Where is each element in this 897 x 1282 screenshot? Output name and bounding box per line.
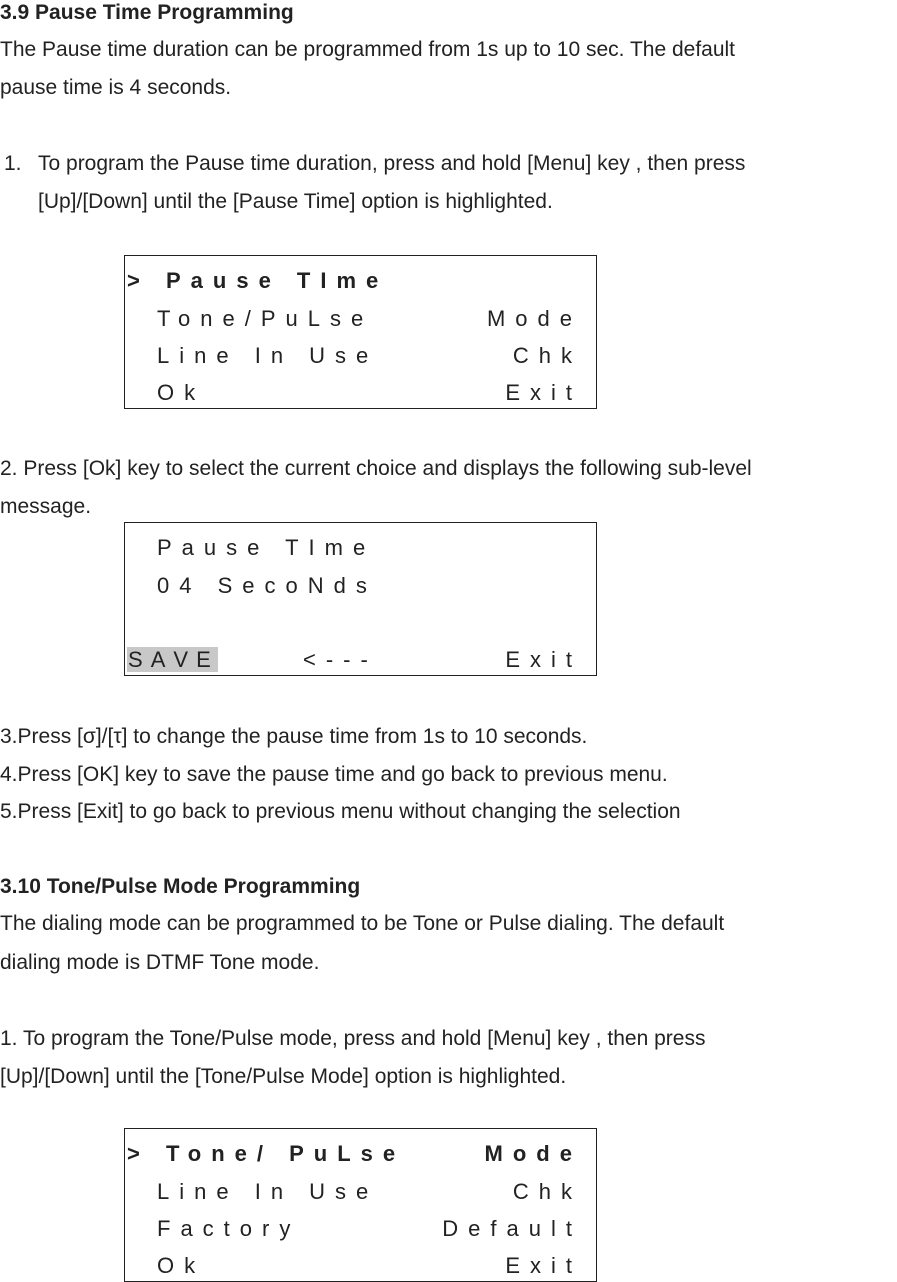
lcd-main-menu-pause xyxy=(124,255,597,409)
lcd-row-factory-default: Default xyxy=(442,1216,582,1241)
lcd-sub-exit: Exit xyxy=(505,647,582,672)
lcd-row-tone-pulse-mode: Mode xyxy=(484,1141,582,1166)
lcd-row-tone-pulse: Tone/PuLse xyxy=(157,306,374,331)
pause-step3: 3.Press [σ]/[τ] to change the pause time from 1s to 10 seconds. xyxy=(0,725,588,748)
tone-intro-line1: The dialing mode can be programmed to be Tone or Pulse dialing. The default xyxy=(0,912,725,935)
pause-intro-line1: The Pause time duration can be programmed from 1s up to 10 sec. The default xyxy=(0,38,736,61)
lcd-pause-time-submenu xyxy=(124,522,597,676)
lcd-cursor: > xyxy=(127,1141,150,1166)
pause-step1-line2: [Up]/[Down] until the [Pause Time] option is highlighted. xyxy=(38,190,553,213)
lcd-row-line-in-use: Line In Use xyxy=(157,1179,379,1204)
pause-step4: 4.Press [OK] key to save the pause time and go back to previous menu. xyxy=(0,763,668,786)
tone-step1-line2: [Up]/[Down] until the [Tone/Pulse Mode] option is highlighted. xyxy=(0,1065,567,1088)
tone-step1-line1: 1. To program the Tone/Pulse mode, press and hold [Menu] key , then press xyxy=(0,1027,706,1050)
lcd-row-ok: Ok xyxy=(157,1253,206,1278)
lcd-row-ok: Ok xyxy=(157,380,206,405)
lcd-row-line-in-use: Line In Use xyxy=(157,343,379,368)
save-letter: S xyxy=(128,647,149,672)
lcd-row-tone-pulse-mode: Mode xyxy=(486,306,582,331)
section-heading-pause-time: 3.9 Pause Time Programming xyxy=(0,1,294,24)
lcd-row-exit: Exit xyxy=(505,380,582,405)
save-letter: E xyxy=(196,647,217,672)
lcd-row-pause-time xyxy=(127,270,388,292)
tone-intro-line2: dialing mode is DTMF Tone mode. xyxy=(0,951,320,974)
pause-intro-line2: pause time is 4 seconds. xyxy=(0,76,232,99)
lcd-back-arrow: <--- xyxy=(303,647,378,672)
lcd-main-menu-tone xyxy=(124,1128,597,1282)
lcd-row-exit: Exit xyxy=(505,1253,582,1278)
lcd-cursor: > xyxy=(127,268,150,293)
pause-step1-line1: To program the Pause time duration, press and hold [Menu] key , then press xyxy=(38,152,746,175)
lcd-row-label: Pause TIme xyxy=(165,268,389,293)
lcd-save-label xyxy=(127,649,218,671)
pause-step2-line1: 2. Press [Ok] key to select the current choice and displays the following sub-level xyxy=(0,457,752,480)
lcd-row-factory: Factory xyxy=(157,1216,301,1241)
pause-step1-number: 1. xyxy=(4,152,22,175)
pause-step5: 5.Press [Exit] to go back to previous menu without changing the selection xyxy=(0,800,681,823)
lcd-sub-value: 04 SecoNds xyxy=(157,573,377,598)
lcd-row-label: Tone/ PuLse xyxy=(165,1141,406,1166)
save-letter: V xyxy=(173,647,195,672)
pause-step2-line2: message. xyxy=(0,495,92,518)
save-letter: A xyxy=(150,647,172,672)
lcd-sub-title: Pause TIme xyxy=(157,535,376,560)
lcd-row-line-in-use-chk: Chk xyxy=(512,1179,582,1204)
section-heading-tone-pulse: 3.10 Tone/Pulse Mode Programming xyxy=(0,875,361,898)
lcd-row-tone-pulse-selected xyxy=(127,1143,405,1165)
lcd-row-line-in-use-chk: Chk xyxy=(512,343,582,368)
